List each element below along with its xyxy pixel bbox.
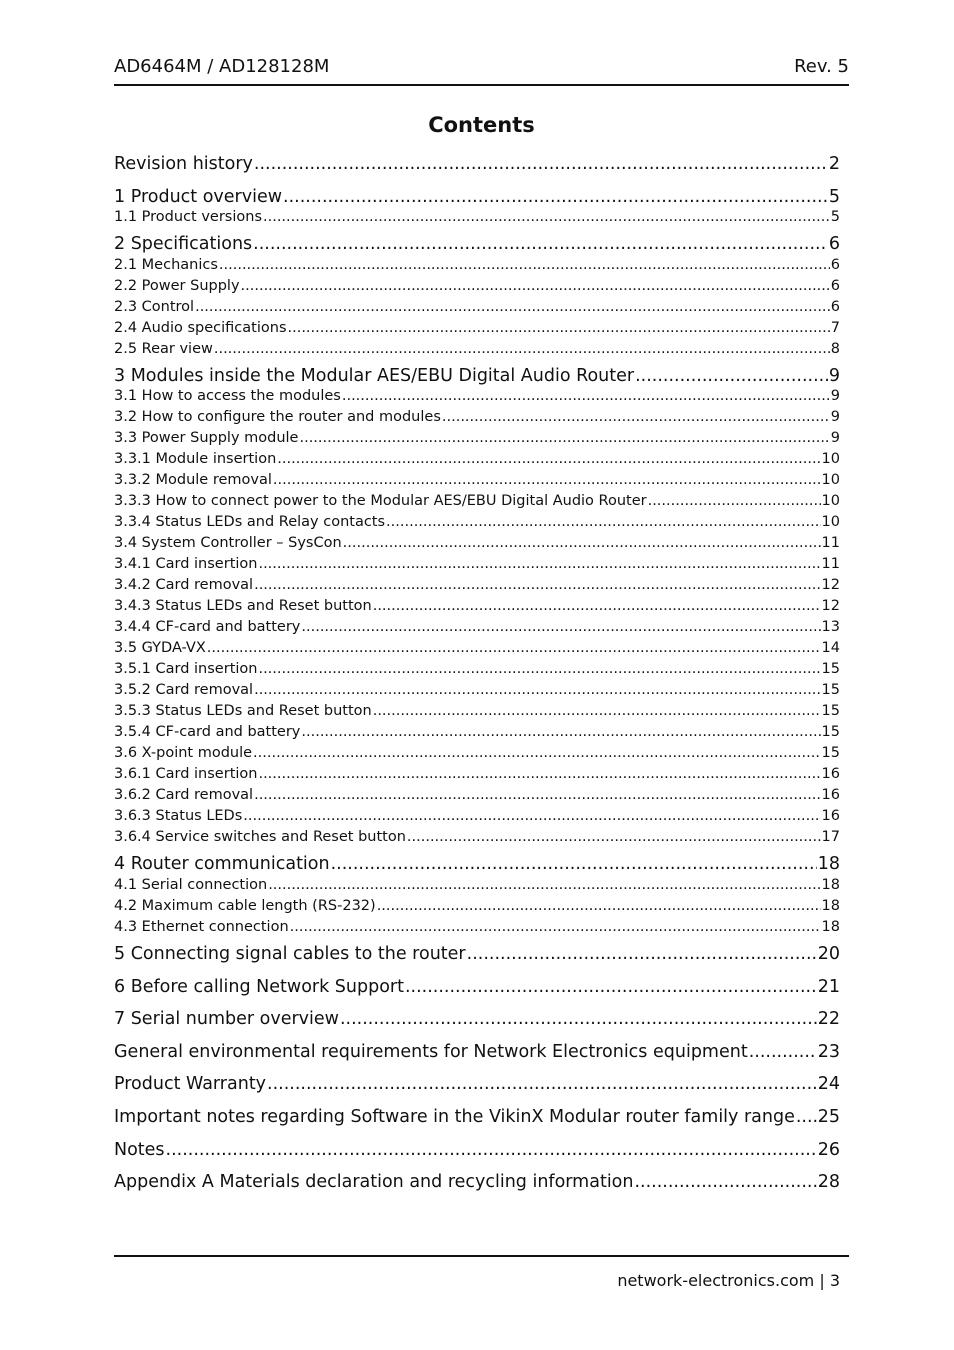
toc-entry[interactable]	[114, 1068, 840, 1101]
toc-entry-page-number: 6	[830, 298, 840, 315]
toc-entry-page-number: 10	[821, 472, 840, 489]
toc-entry-label: 3.4 System Controller – SysCon	[114, 535, 342, 552]
toc-entry-label: 3.4.3 Status LEDs and Reset button	[114, 598, 372, 615]
toc-entry-label: 7 Serial number overview	[114, 1009, 339, 1030]
toc-leader-dots	[634, 1166, 816, 1199]
toc-leader-dots	[749, 1036, 817, 1069]
toc-leader-dots	[241, 276, 830, 297]
toc-entry-page-number: 17	[821, 829, 840, 846]
toc-entry-label: 3.3.1 Module insertion	[114, 451, 277, 468]
toc-entry[interactable]	[114, 1036, 840, 1069]
toc-entry-label: 2.1 Mechanics	[114, 256, 218, 273]
toc-entry-label: 3.2 How to configure the router and modules	[114, 409, 441, 426]
header-revision: Rev. 5	[794, 56, 849, 77]
toc-leader-dots	[299, 428, 829, 449]
toc-entry[interactable]	[114, 554, 840, 575]
toc-leader-dots	[258, 764, 820, 785]
toc-entry-label: 3.4.1 Card insertion	[114, 556, 258, 573]
toc-entry[interactable]	[114, 917, 840, 938]
toc-leader-dots	[273, 470, 821, 491]
toc-entry[interactable]	[114, 339, 840, 360]
toc-entry-label: 3.5.1 Card insertion	[114, 661, 258, 678]
toc-entry-label: 3.3 Power Supply module	[114, 430, 299, 447]
toc-entry-page-number: 18	[817, 854, 840, 875]
toc-entry[interactable]	[114, 638, 840, 659]
toc-leader-dots	[166, 1134, 817, 1167]
toc-entry[interactable]	[114, 1101, 840, 1134]
toc-entry-page-number: 15	[821, 745, 840, 762]
toc-entry-label: 3.5 GYDA-VX	[114, 640, 206, 657]
toc-entry-label: 3.6.1 Card insertion	[114, 766, 258, 783]
toc-entry-label: 3.5.4 CF-card and battery	[114, 724, 301, 741]
toc-leader-dots	[342, 386, 830, 407]
toc-entry[interactable]	[114, 1166, 840, 1199]
toc-entry-label: 2.3 Control	[114, 298, 195, 315]
toc-leader-dots	[219, 255, 830, 276]
toc-entry[interactable]	[114, 491, 840, 512]
toc-entry-label: Product Warranty	[114, 1074, 267, 1095]
toc-entry[interactable]	[114, 596, 840, 617]
toc-leader-dots	[254, 148, 828, 181]
toc-entry-page-number: 8	[830, 340, 840, 357]
toc-entry[interactable]	[114, 722, 840, 743]
toc-entry[interactable]	[114, 148, 840, 181]
toc-entry-page-number: 22	[817, 1009, 840, 1030]
toc-entry-label: 3.5.2 Card removal	[114, 682, 254, 699]
toc-leader-dots	[254, 785, 820, 806]
toc-entry[interactable]	[114, 297, 840, 318]
toc-leader-dots	[343, 533, 821, 554]
page-header	[114, 56, 849, 77]
toc-entry[interactable]	[114, 806, 840, 827]
page-footer: network-electronics.com | 3	[617, 1271, 840, 1290]
toc-leader-dots	[405, 971, 817, 1004]
toc-entry-page-number: 5	[830, 209, 840, 226]
toc-entry-page-number: 25	[817, 1106, 840, 1127]
toc-entry-label: 3.6.3 Status LEDs	[114, 808, 243, 825]
table-of-contents	[114, 148, 840, 1199]
toc-entry-label: 3.3.3 How to connect power to the Modular AES/EBU Digital Audio Router	[114, 493, 647, 510]
toc-leader-dots	[373, 701, 821, 722]
toc-leader-dots	[288, 318, 830, 339]
toc-entry[interactable]	[114, 207, 840, 228]
toc-entry[interactable]	[114, 938, 840, 971]
toc-leader-dots	[377, 896, 821, 917]
toc-leader-dots	[254, 680, 820, 701]
header-document-title: AD6464M / AD128128M	[114, 56, 330, 77]
toc-entry[interactable]	[114, 512, 840, 533]
toc-entry-page-number: 6	[828, 234, 840, 255]
toc-entry[interactable]	[114, 386, 840, 407]
toc-entry-page-number: 2	[828, 154, 840, 174]
toc-entry-page-number: 11	[821, 535, 840, 552]
toc-entry-label: General environmental requirements for Network Electronics equipment	[114, 1041, 748, 1062]
toc-leader-dots	[254, 575, 820, 596]
toc-entry-page-number: 6	[830, 256, 840, 273]
toc-entry-page-number: 15	[821, 703, 840, 720]
toc-entry-page-number: 11	[821, 556, 840, 573]
toc-entry-label: 3.6.2 Card removal	[114, 787, 254, 804]
toc-leader-dots	[467, 938, 817, 971]
toc-entry-page-number: 10	[821, 451, 840, 468]
toc-entry-page-number: 9	[830, 409, 840, 426]
toc-entry[interactable]	[114, 533, 840, 554]
toc-entry-label: 3.4.4 CF-card and battery	[114, 619, 301, 636]
toc-entry-label: 3.5.3 Status LEDs and Reset button	[114, 703, 372, 720]
toc-entry-label: 4 Router communication	[114, 854, 330, 875]
toc-entry[interactable]	[114, 617, 840, 638]
toc-entry-page-number: 6	[830, 277, 840, 294]
toc-entry-page-number: 28	[817, 1172, 840, 1193]
toc-entry-label: 4.1 Serial connection	[114, 876, 268, 893]
toc-leader-dots	[340, 1003, 817, 1036]
toc-entry-label: 3.4.2 Card removal	[114, 577, 254, 594]
toc-entry-label: 1 Product overview	[114, 186, 283, 207]
toc-entry-page-number: 13	[821, 619, 840, 636]
toc-entry[interactable]	[114, 1003, 840, 1036]
toc-entry-page-number: 16	[821, 766, 840, 783]
toc-entry-label: 2.2 Power Supply	[114, 277, 240, 294]
toc-leader-dots	[648, 491, 821, 512]
toc-entry[interactable]	[114, 764, 840, 785]
toc-entry-page-number: 15	[821, 724, 840, 741]
toc-entry-page-number: 15	[821, 661, 840, 678]
toc-entry-page-number: 7	[830, 319, 840, 336]
toc-entry-label: Revision history	[114, 154, 253, 174]
toc-entry-page-number: 5	[828, 186, 840, 207]
toc-entry[interactable]	[114, 875, 840, 896]
toc-entry[interactable]	[114, 255, 840, 276]
toc-leader-dots	[267, 1068, 817, 1101]
toc-leader-dots	[277, 449, 820, 470]
toc-entry-label: 3.6.4 Service switches and Reset button	[114, 829, 406, 846]
toc-leader-dots	[373, 596, 821, 617]
toc-leader-dots	[258, 659, 820, 680]
footer-divider	[114, 1255, 849, 1257]
toc-entry[interactable]	[114, 1134, 840, 1167]
toc-entry[interactable]	[114, 470, 840, 491]
toc-leader-dots	[407, 827, 821, 848]
toc-entry[interactable]	[114, 449, 840, 470]
toc-leader-dots	[268, 875, 820, 896]
toc-entry-page-number: 12	[821, 598, 840, 615]
toc-entry-label: 5 Connecting signal cables to the router	[114, 943, 466, 964]
toc-entry[interactable]	[114, 428, 840, 449]
toc-leader-dots	[301, 617, 820, 638]
toc-entry-page-number: 23	[817, 1041, 840, 1062]
toc-entry-page-number: 18	[821, 918, 840, 935]
toc-entry-label: 3 Modules inside the Modular AES/EBU Digital Audio Router	[114, 365, 635, 386]
toc-entry-page-number: 10	[821, 514, 840, 531]
toc-entry-label: 3.3.4 Status LEDs and Relay contacts	[114, 514, 386, 531]
toc-leader-dots	[253, 743, 821, 764]
toc-entry-label: Appendix A Materials declaration and recycling information	[114, 1172, 634, 1193]
toc-entry-label: 6 Before calling Network Support	[114, 976, 404, 997]
toc-entry-page-number: 24	[817, 1074, 840, 1095]
toc-entry[interactable]	[114, 743, 840, 764]
toc-entry-label: Important notes regarding Software in the VikinX Modular router family range	[114, 1106, 795, 1127]
toc-entry[interactable]	[114, 276, 840, 297]
toc-leader-dots	[796, 1101, 817, 1134]
toc-entry[interactable]	[114, 407, 840, 428]
toc-entry-label: 3.3.2 Module removal	[114, 472, 272, 489]
toc-leader-dots	[207, 638, 821, 659]
toc-leader-dots	[243, 806, 820, 827]
toc-entry-page-number: 18	[821, 876, 840, 893]
toc-entry-page-number: 9	[830, 430, 840, 447]
toc-entry-label: 2 Specifications	[114, 234, 253, 255]
toc-entry-page-number: 16	[821, 787, 840, 804]
toc-entry-page-number: 20	[817, 943, 840, 964]
toc-entry-label: 3.6 X-point module	[114, 745, 253, 762]
toc-entry[interactable]	[114, 896, 840, 917]
toc-leader-dots	[258, 554, 820, 575]
toc-leader-dots	[301, 722, 820, 743]
toc-entry[interactable]	[114, 785, 840, 806]
toc-entry-label: 1.1 Product versions	[114, 209, 262, 226]
toc-entry[interactable]	[114, 701, 840, 722]
toc-entry-label: 4.2 Maximum cable length (RS-232)	[114, 897, 376, 914]
toc-entry[interactable]	[114, 318, 840, 339]
toc-leader-dots	[263, 207, 830, 228]
toc-entry-page-number: 9	[830, 388, 840, 405]
toc-entry-page-number: 21	[817, 976, 840, 997]
toc-entry-page-number: 18	[821, 897, 840, 914]
toc-entry-label: 2.4 Audio specifications	[114, 319, 287, 336]
toc-entry-page-number: 15	[821, 682, 840, 699]
toc-entry[interactable]	[114, 575, 840, 596]
toc-entry-page-number: 14	[821, 640, 840, 657]
toc-entry[interactable]	[114, 659, 840, 680]
toc-leader-dots	[290, 917, 821, 938]
contents-heading: Contents	[428, 113, 535, 137]
toc-entry-label: 4.3 Ethernet connection	[114, 918, 289, 935]
toc-entry[interactable]	[114, 971, 840, 1004]
toc-leader-dots	[195, 297, 830, 318]
toc-leader-dots	[386, 512, 821, 533]
header-divider	[114, 84, 849, 86]
toc-entry-label: 2.5 Rear view	[114, 340, 213, 357]
toc-entry[interactable]	[114, 680, 840, 701]
toc-entry-page-number: 9	[828, 365, 840, 386]
toc-entry-label: Notes	[114, 1139, 165, 1160]
toc-leader-dots	[214, 339, 830, 360]
toc-entry-page-number: 10	[821, 493, 840, 510]
toc-entry-page-number: 16	[821, 808, 840, 825]
toc-entry[interactable]	[114, 827, 840, 848]
toc-entry-label: 3.1 How to access the modules	[114, 388, 341, 405]
toc-entry-page-number: 26	[817, 1139, 840, 1160]
toc-entry-page-number: 12	[821, 577, 840, 594]
toc-leader-dots	[442, 407, 830, 428]
